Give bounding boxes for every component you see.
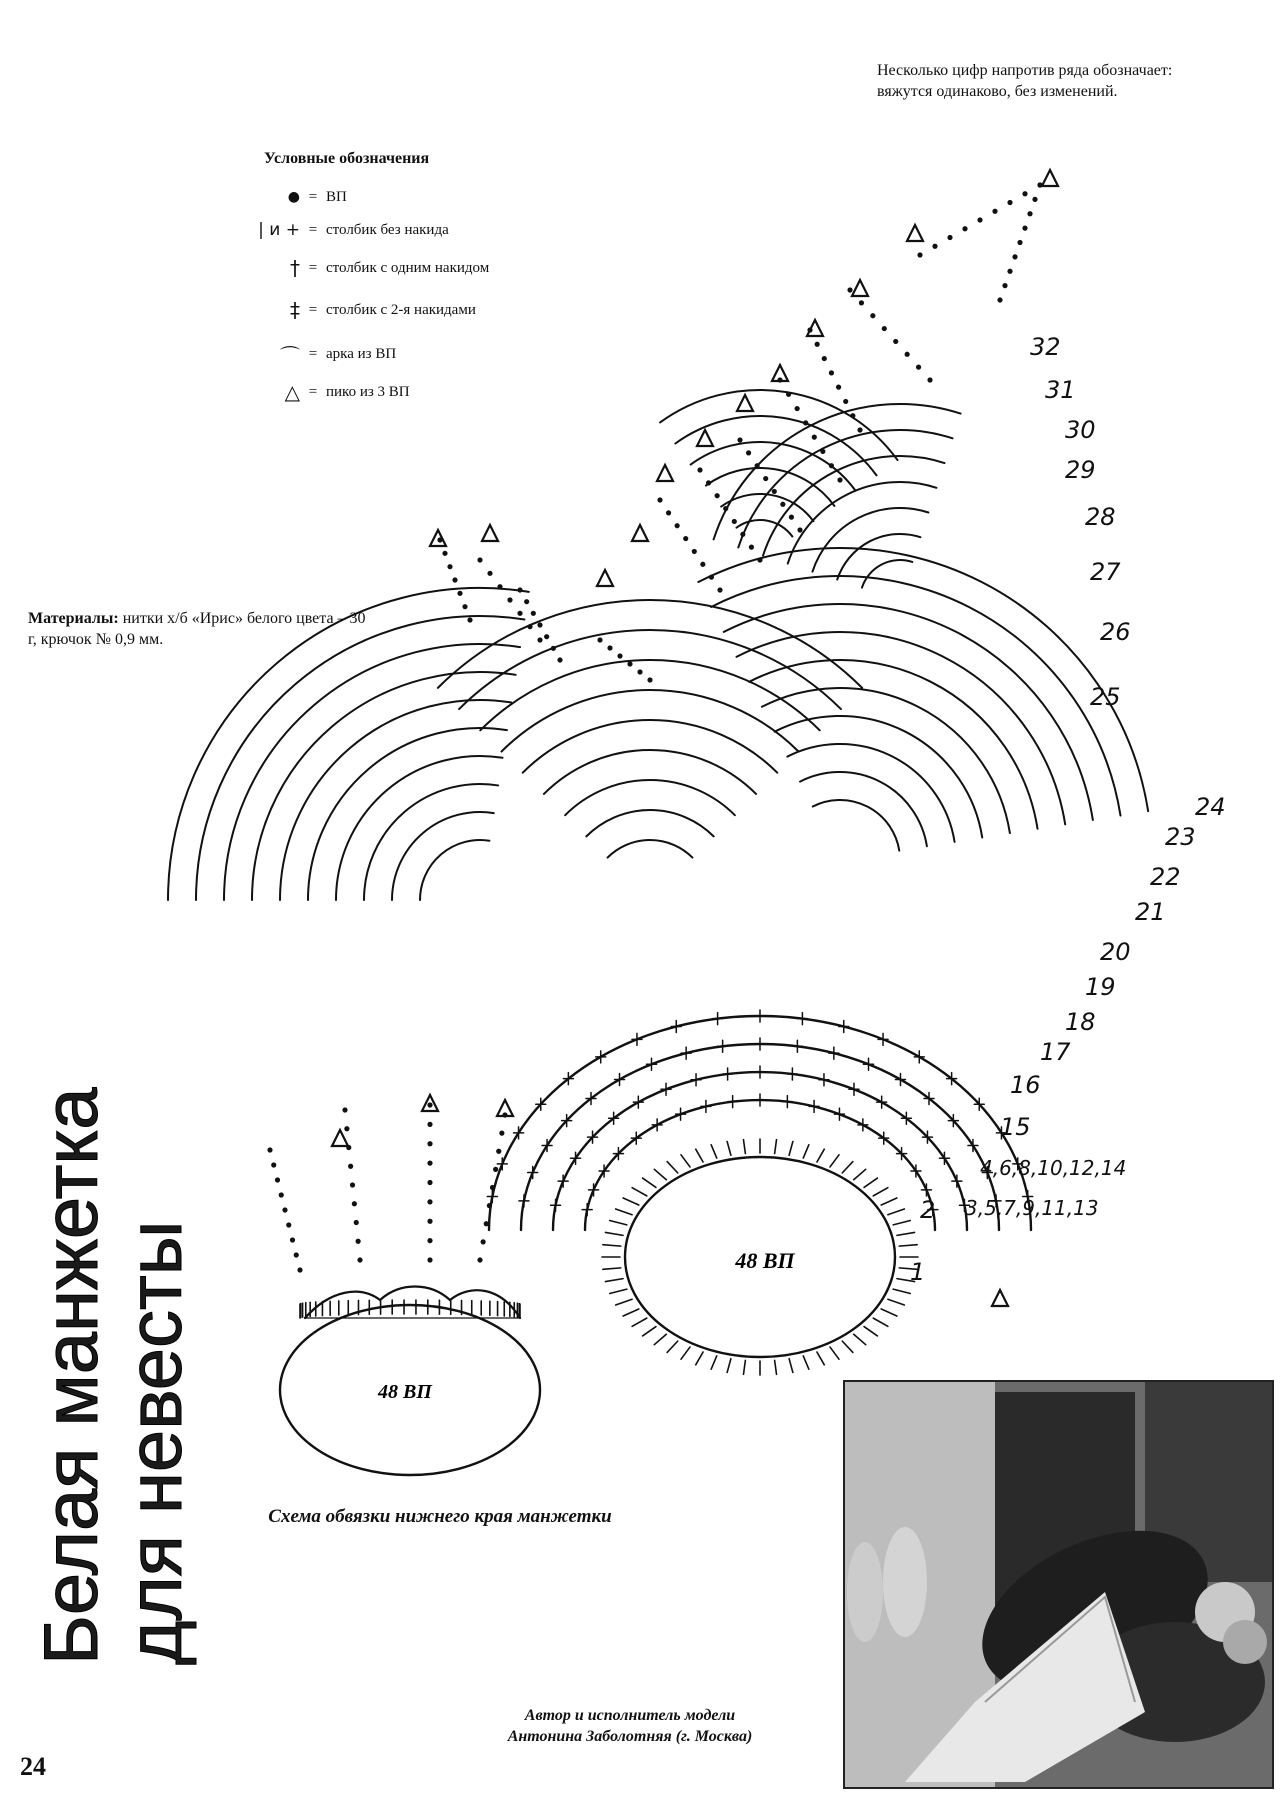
chain-dot: [527, 624, 532, 629]
chain-dot: [820, 449, 825, 454]
row-number: 29: [1065, 456, 1096, 484]
picot-icon: [852, 280, 868, 296]
scallop-arc: [788, 482, 937, 564]
chain-dot: [279, 1192, 284, 1197]
ring-stitch: [854, 1169, 866, 1179]
chain-dot: [837, 477, 842, 482]
ring-stitch: [603, 1268, 621, 1269]
row-number: 18: [1065, 1008, 1096, 1036]
chain-dot: [786, 392, 791, 397]
materials-label: Материалы:: [28, 610, 119, 627]
scallop-arc: [813, 800, 900, 851]
photo-illustration: [845, 1382, 1272, 1787]
ring-stitch: [605, 1279, 623, 1282]
chain-dot: [692, 549, 697, 554]
picot-icon: [907, 225, 923, 241]
row-number: 20: [1100, 938, 1131, 966]
chain-dot: [427, 1257, 432, 1262]
ring-stitch: [881, 1198, 897, 1205]
author-line-1: Автор и исполнитель модели: [524, 1707, 736, 1724]
ring-stitch: [696, 1352, 703, 1365]
row-number: 30: [1065, 416, 1096, 444]
chain-dot: [352, 1201, 357, 1206]
ring-stitch: [873, 1188, 888, 1196]
chain-dot: [927, 377, 932, 382]
edge-chart-scallops: [305, 1287, 520, 1319]
chain-dot: [531, 611, 536, 616]
ring-stitch: [643, 1178, 656, 1187]
product-photo: [843, 1380, 1274, 1789]
picot-icon: [737, 395, 753, 411]
picot-icon: [632, 525, 648, 541]
chain-dot: [607, 645, 612, 650]
chain-dot: [557, 657, 562, 662]
chain-dot: [452, 577, 457, 582]
ring-stitch: [605, 1232, 623, 1235]
chain-dot: [544, 634, 549, 639]
ring-stitch: [893, 1289, 910, 1293]
picot-icon: [992, 1290, 1008, 1306]
legend-title: Условные обозначения: [264, 150, 430, 167]
ring-stitch: [897, 1232, 915, 1235]
ring-stitch: [789, 1359, 793, 1373]
chain-dot: [490, 1185, 495, 1190]
ring-stitch: [727, 1142, 731, 1156]
chain-dot: [627, 661, 632, 666]
row-number: 32: [1030, 333, 1061, 361]
chain-dot: [617, 653, 622, 658]
chain-dot: [357, 1257, 362, 1262]
chain-dot: [997, 297, 1002, 302]
scallop-arc: [837, 534, 920, 580]
ring-stitch: [854, 1334, 866, 1344]
ring-stitch: [681, 1155, 690, 1167]
chain-dot: [282, 1207, 287, 1212]
scallop-arc: [336, 756, 503, 900]
ring-stitch: [899, 1245, 917, 1246]
chain-dot: [803, 420, 808, 425]
ring-stitch: [803, 1145, 809, 1158]
chain-dot: [847, 287, 852, 292]
chain-dot: [780, 502, 785, 507]
scallop-arc: [280, 700, 511, 900]
scallop-arc: [392, 812, 494, 900]
author-credit: [430, 1705, 830, 1747]
chain-dot: [1032, 197, 1037, 202]
page-number: 24: [20, 1752, 46, 1781]
chain-dot: [502, 1112, 507, 1117]
row-number: 21: [1135, 898, 1166, 926]
main-chart-center-label: 48 ВП: [735, 1248, 795, 1273]
ring-stitch: [864, 1327, 877, 1336]
chain-dot: [267, 1147, 272, 1152]
ring-stitch: [789, 1142, 793, 1156]
chain-dot: [427, 1238, 432, 1243]
ring-stitch: [864, 1178, 877, 1187]
chain-dot: [717, 587, 722, 592]
ring-stitch: [654, 1169, 666, 1179]
ring-stitch: [610, 1289, 627, 1293]
picots: [332, 170, 1058, 1306]
scallop-arc: [420, 840, 489, 900]
chain-dot: [992, 209, 997, 214]
ring-stitch: [632, 1318, 647, 1326]
chain-dot: [1012, 254, 1017, 259]
chain-dot: [342, 1107, 347, 1112]
scallop-arc: [800, 772, 927, 846]
ring-stitch: [842, 1341, 853, 1352]
ring-stitch: [610, 1221, 627, 1225]
scallop-arc: [523, 720, 778, 773]
chain-dot: [442, 551, 447, 556]
chain-dot: [797, 527, 802, 532]
chain-dot: [763, 476, 768, 481]
legend-row-chain: ● = ВП: [230, 183, 347, 211]
chain-dot: [843, 399, 848, 404]
picot-icon: [657, 465, 673, 481]
chain-dot: [346, 1145, 351, 1150]
chain-dot: [350, 1182, 355, 1187]
legend-row-arch: ⌒ = арка из ВП: [230, 340, 396, 368]
legend-row-treble-crochet: ‡ = столбик с 2-я накидами: [230, 296, 476, 324]
chain-dot: [829, 370, 834, 375]
chain-dot: [477, 1257, 482, 1262]
scallop-arc: [711, 576, 1120, 816]
ring-stitch: [743, 1360, 745, 1374]
row-number: 23: [1165, 823, 1196, 851]
row-number: 17: [1040, 1038, 1071, 1066]
chain-dot: [427, 1199, 432, 1204]
chain-dot: [499, 1131, 504, 1136]
chain-dot: [815, 342, 820, 347]
scallop-arc: [738, 430, 952, 547]
chain-dot: [657, 497, 662, 502]
ring-stitch: [888, 1209, 904, 1215]
chain-dot: [905, 352, 910, 357]
chain-dot: [772, 489, 777, 494]
chain-dot: [637, 669, 642, 674]
chain-dot: [746, 450, 751, 455]
chain-dot: [493, 1167, 498, 1172]
legend-row-double-crochet: † = столбик с одним накидом: [230, 254, 489, 282]
chain-dot: [1017, 240, 1022, 245]
ring-stitch: [817, 1149, 824, 1162]
edge-chart-center-label: 48 ВП: [378, 1381, 432, 1403]
chain-dot: [715, 493, 720, 498]
row-number: 19: [1085, 973, 1116, 1001]
chain-dot: [290, 1237, 295, 1242]
chain-dot: [427, 1122, 432, 1127]
materials-text: нитки х/б «Ирис» белого цвета – 30 г, крючок № 0,9 мм.: [28, 610, 366, 648]
dot-icon: ●: [287, 189, 300, 205]
chain-dot: [977, 217, 982, 222]
single-crochet-icon: | и +: [258, 220, 300, 240]
chain-dot: [487, 571, 492, 576]
chain-dot: [447, 564, 452, 569]
chain-dot: [487, 1203, 492, 1208]
row-number: 15: [1000, 1113, 1031, 1141]
chain-dot: [427, 1180, 432, 1185]
chain-dot: [427, 1102, 432, 1107]
chain-dot: [537, 637, 542, 642]
chain-dot: [829, 463, 834, 468]
ring-stitch: [603, 1245, 621, 1246]
chain-dot: [1002, 283, 1007, 288]
chain-dot: [850, 413, 855, 418]
chain-dot: [294, 1252, 299, 1257]
chain-dot: [740, 532, 745, 537]
picot-icon: [597, 570, 613, 586]
row-number: 2: [920, 1196, 936, 1224]
title-line-2: для невесты: [113, 1220, 198, 1665]
row-number: 25: [1090, 683, 1121, 711]
chain-dot: [427, 1219, 432, 1224]
picot-icon: [482, 525, 498, 541]
chain-dot: [481, 1239, 486, 1244]
ring-stitch: [842, 1162, 853, 1173]
chain-dot: [275, 1177, 280, 1182]
chain-dot: [1007, 200, 1012, 205]
chain-dot: [427, 1161, 432, 1166]
ring-stitch: [616, 1209, 632, 1215]
row-number: 4,6,8,10,12,14: [980, 1156, 1127, 1180]
picot-icon: [430, 530, 446, 546]
chain-dot: [822, 356, 827, 361]
picot-icon: [697, 430, 713, 446]
chain-dot: [507, 597, 512, 602]
ring-stitch: [743, 1140, 745, 1154]
chain-dot: [1022, 191, 1027, 196]
chain-dot: [1022, 226, 1027, 231]
chain-dot: [870, 313, 875, 318]
chain-dot: [723, 506, 728, 511]
title-line-1: Белая манжетка: [29, 1087, 114, 1665]
ring-stitch: [893, 1221, 910, 1225]
ring-stitch: [873, 1318, 888, 1326]
chain-dot: [348, 1164, 353, 1169]
scallop-arc: [706, 468, 835, 506]
scallop-arc: [724, 604, 1093, 820]
row-number: 24: [1195, 793, 1226, 821]
chain-dot: [537, 622, 542, 627]
chain-dot: [916, 365, 921, 370]
page-title: [30, 1087, 198, 1665]
chain-dot: [893, 339, 898, 344]
ring-stitch: [623, 1198, 639, 1205]
chain-dot: [932, 244, 937, 249]
scallop-arc: [364, 784, 498, 900]
ring-stitch: [888, 1299, 904, 1305]
chain-dot: [271, 1162, 276, 1167]
chain-dot: [467, 617, 472, 622]
chain-dot: [882, 326, 887, 331]
scallop-rows: [168, 390, 1148, 900]
scallop-arc: [608, 840, 693, 858]
author-line-2: Антонина Заболотняя (г. Москва): [507, 1728, 753, 1745]
legend-row-picot: △ = пико из 3 ВП: [230, 378, 410, 406]
scallop-arc: [168, 588, 529, 900]
chain-dot: [757, 557, 762, 562]
chain-dot: [749, 545, 754, 550]
row-number: 3,5,7,9,11,13: [965, 1196, 1099, 1220]
row-number: 27: [1090, 558, 1121, 586]
scallop-arc: [196, 616, 524, 900]
ring-stitch: [817, 1352, 824, 1365]
ring-stitch: [711, 1356, 717, 1369]
ring-stitch: [775, 1140, 777, 1154]
row-number: 31: [1045, 376, 1076, 404]
row-number: 22: [1150, 863, 1181, 891]
chain-dot: [647, 677, 652, 682]
chain-dot: [477, 557, 482, 562]
scallop-arc: [660, 390, 897, 460]
picot-icon: [1042, 170, 1058, 186]
chain-dot: [1027, 211, 1032, 216]
scallop-arc: [775, 716, 983, 837]
ring-stitch: [830, 1347, 839, 1359]
chain-dot: [354, 1220, 359, 1225]
row-number: 16: [1010, 1071, 1041, 1099]
chain-dot: [962, 226, 967, 231]
ring-stitch: [667, 1341, 678, 1352]
ring-stitch: [830, 1155, 839, 1167]
chain-dot: [524, 599, 529, 604]
ring-stitch: [711, 1145, 717, 1158]
chain-dot: [462, 604, 467, 609]
ring-stitch: [632, 1188, 647, 1196]
chain-dot: [496, 1149, 501, 1154]
chain-dot: [812, 435, 817, 440]
ring-stitch: [667, 1162, 678, 1173]
chain-dots: [437, 182, 1042, 682]
picot-icon: △: [284, 380, 300, 404]
ring-stitch: [696, 1149, 703, 1162]
chain-dot: [344, 1126, 349, 1131]
double-crochet-icon: †: [290, 256, 300, 280]
chain-dot: [732, 519, 737, 524]
row-number: 28: [1085, 503, 1116, 531]
chain-dot: [484, 1221, 489, 1226]
ring-stitch: [616, 1299, 632, 1305]
chain-dot: [597, 637, 602, 642]
chain-dot: [859, 300, 864, 305]
treble-crochet-icon: ‡: [290, 298, 300, 322]
chain-dot: [697, 467, 702, 472]
chain-dot: [795, 406, 800, 411]
chain-dot: [917, 252, 922, 257]
ring-stitch: [727, 1359, 731, 1373]
scallop-arc: [224, 644, 520, 900]
chain-dot: [666, 510, 671, 515]
ring-stitch: [775, 1360, 777, 1374]
note-text: Несколько цифр напротив ряда обозначает: вяжутся одинаково, без изменений.: [877, 62, 1173, 100]
chain-dot: [675, 523, 680, 528]
chain-dot: [517, 611, 522, 616]
chain-dot: [683, 536, 688, 541]
chain-dot: [836, 385, 841, 390]
chain-dot: [706, 480, 711, 485]
chain-dot: [700, 562, 705, 567]
chain-dot: [457, 591, 462, 596]
scallop-arc: [787, 744, 954, 842]
chain-dot: [947, 235, 952, 240]
ring-stitch: [623, 1309, 639, 1316]
arch-icon: ⌒: [280, 343, 300, 368]
ring-stitch: [654, 1334, 666, 1344]
chain-dot: [737, 437, 742, 442]
chain-dot: [755, 463, 760, 468]
scallop-arc: [544, 750, 756, 794]
chain-dot: [857, 427, 862, 432]
ring-stitch: [643, 1327, 656, 1336]
chain-dot: [297, 1267, 302, 1272]
chain-dot: [427, 1141, 432, 1146]
chain-dot: [286, 1222, 291, 1227]
row-number: 26: [1100, 618, 1131, 646]
edge-chart-caption: Схема обвязки нижнего края манжетки: [268, 1506, 612, 1527]
fan-row-arc: [585, 1100, 935, 1230]
chain-dot: [356, 1239, 361, 1244]
chain-dot: [1007, 269, 1012, 274]
ring-stitch: [881, 1309, 897, 1316]
chain-dot: [789, 515, 794, 520]
chain-dot: [551, 646, 556, 651]
legend-row-single-crochet: | и + = столбик без накида: [230, 216, 449, 244]
chain-dot: [709, 575, 714, 580]
chain-dot: [517, 587, 522, 592]
chain-dot: [497, 584, 502, 589]
fan-rows: [487, 1010, 1032, 1230]
ring-stitch: [803, 1356, 809, 1369]
scallop-arc: [586, 810, 713, 836]
picot-icon: [332, 1130, 348, 1146]
row-number: 1: [910, 1258, 926, 1286]
scallop-arc: [252, 672, 516, 900]
ring-stitch: [681, 1347, 690, 1359]
